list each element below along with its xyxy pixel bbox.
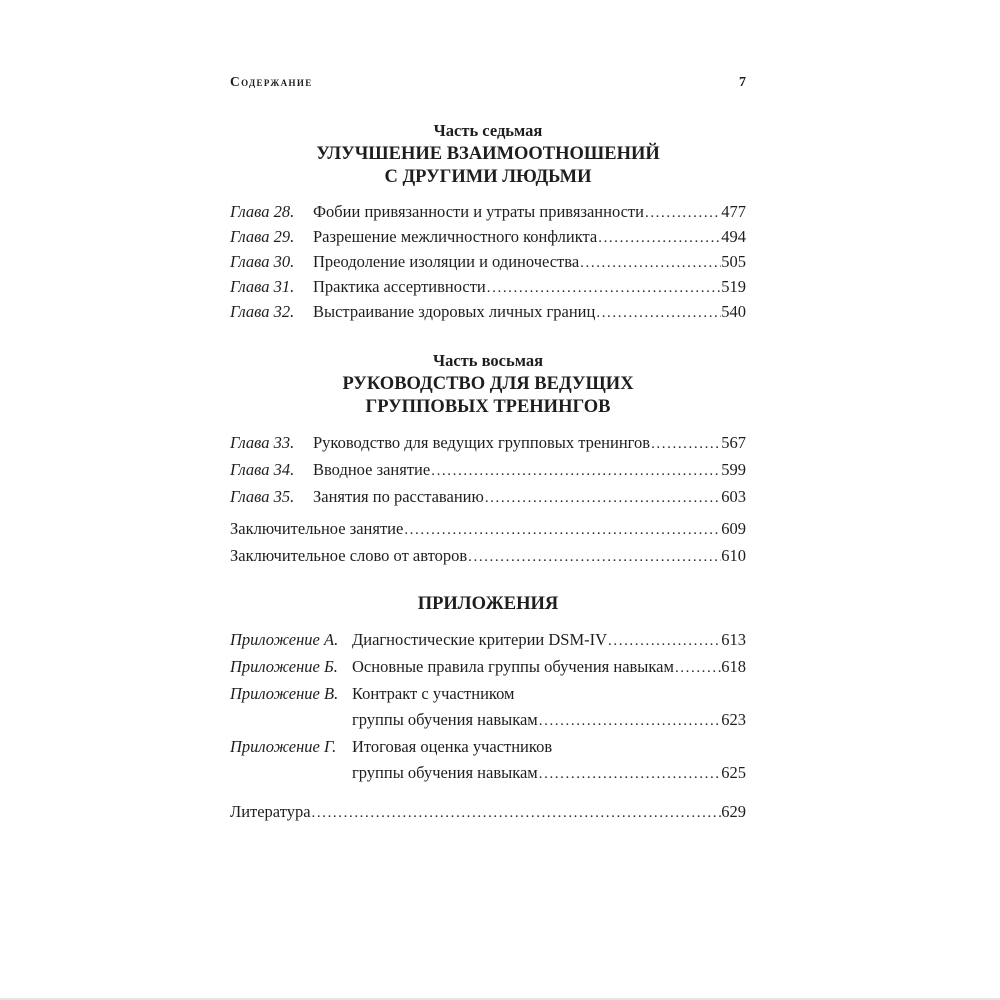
- appendix-title-continuation: группы обучения навыкам: [352, 763, 538, 782]
- dot-leader: [484, 484, 721, 511]
- dot-leader: [430, 457, 721, 484]
- part8-title-line1: РУКОВОДСТВО ДЛЯ ВЕДУЩИХ: [342, 374, 634, 394]
- literature-section: [230, 799, 746, 826]
- running-title: Содержание: [230, 74, 313, 89]
- part7-kicker: Часть седьмая: [433, 121, 543, 140]
- toc-entry: [230, 457, 746, 484]
- toc-entry: [230, 516, 746, 543]
- chapter-title: Фобии привязанности и утраты привязанности: [313, 202, 644, 221]
- toc-entry-continuation: [230, 707, 746, 734]
- toc-content: [230, 74, 746, 826]
- chapter-title: Выстраивание здоровых личных границ: [313, 302, 596, 321]
- toc-entry: [230, 734, 746, 760]
- dot-leader: [538, 707, 722, 734]
- toc-entry: [230, 200, 746, 225]
- page-number: 618: [721, 657, 746, 676]
- page-number: 623: [721, 710, 746, 729]
- toc-entry: [230, 681, 746, 707]
- page-number: 599: [721, 460, 746, 479]
- page-number: 567: [721, 433, 746, 452]
- dot-leader: [597, 225, 721, 250]
- chapter-label: Глава 31.: [230, 277, 295, 296]
- dot-leader: [650, 430, 721, 457]
- dot-leader: [311, 799, 722, 826]
- appendix-title: Контракт с участником: [352, 684, 515, 703]
- chapter-label: Глава 35.: [230, 487, 295, 506]
- chapter-title: Преодоление изоляции и одиночества: [313, 252, 580, 271]
- dot-leader: [607, 627, 721, 654]
- dot-leader: [644, 200, 721, 225]
- dot-leader: [538, 760, 722, 787]
- appendices-title: ПРИЛОЖЕНИЯ: [417, 594, 559, 614]
- toc-entry: [230, 300, 746, 325]
- literature-title: Литература: [230, 802, 311, 821]
- page-number: 477: [721, 202, 746, 221]
- chapter-title: Разрешение межличностного конфликта: [313, 227, 598, 246]
- appendix-title: Итоговая оценка участников: [352, 737, 553, 756]
- toc-entry-continuation: [230, 760, 746, 787]
- chapter-label: Глава 34.: [230, 460, 295, 479]
- toc-entry: [230, 225, 746, 250]
- page-number: 603: [721, 487, 746, 506]
- chapter-title: Занятия по расставанию: [313, 487, 484, 506]
- appendix-label: Приложение А.: [230, 630, 339, 649]
- toc-entry: [230, 627, 746, 654]
- appendix-title: Диагностические критерии DSM-IV: [352, 630, 608, 649]
- dot-leader: [403, 516, 721, 543]
- part7-title-line2: С ДРУГИМИ ЛЮДЬМИ: [384, 167, 592, 187]
- part8-title-line2: ГРУППОВЫХ ТРЕНИНГОВ: [365, 397, 611, 417]
- dot-leader: [579, 250, 721, 275]
- chapter-title: Вводное занятие: [313, 460, 431, 479]
- chapter-label: Глава 30.: [230, 252, 295, 271]
- part8-kicker: Часть восьмая: [432, 351, 544, 370]
- entry-title: Заключительное слово от авторов: [230, 546, 468, 565]
- folio-page-number: 7: [739, 75, 746, 90]
- chapter-label: Глава 29.: [230, 227, 295, 246]
- appendix-title-continuation: группы обучения навыкам: [352, 710, 538, 729]
- page-number: 609: [721, 519, 746, 538]
- part7-entries: [230, 200, 746, 325]
- chapter-title: Практика ассертивности: [313, 277, 486, 296]
- appendix-label: Приложение Б.: [230, 657, 338, 676]
- part8-entries: [230, 430, 746, 570]
- page-number: 613: [721, 630, 746, 649]
- running-head: [230, 74, 746, 91]
- page-number: 625: [721, 763, 746, 782]
- part7-title-line1: УЛУЧШЕНИЕ ВЗАИМООТНОШЕНИЙ: [316, 144, 660, 164]
- appendix-entries: [230, 627, 746, 787]
- appendix-label: Приложение В.: [230, 684, 339, 703]
- page-number: 629: [721, 802, 746, 821]
- page-number: 540: [721, 302, 746, 321]
- page-number: 505: [721, 252, 746, 271]
- dot-leader: [467, 543, 721, 570]
- page-number: 610: [721, 546, 746, 565]
- page-number: 519: [721, 277, 746, 296]
- appendix-title: Основные правила группы обучения навыкам: [352, 657, 674, 676]
- chapter-label: Глава 32.: [230, 302, 295, 321]
- dot-leader: [595, 300, 721, 325]
- chapter-label: Глава 33.: [230, 433, 295, 452]
- part8-extra-entries: [230, 516, 746, 570]
- chapter-label: Глава 28.: [230, 202, 295, 221]
- toc-entry: [230, 654, 746, 681]
- appendix-label: Приложение Г.: [230, 737, 337, 756]
- toc-entry: [230, 543, 746, 570]
- toc-entry: [230, 484, 746, 511]
- page-number: 494: [721, 227, 746, 246]
- entry-title: Заключительное занятие: [230, 519, 404, 538]
- toc-entry: [230, 275, 746, 300]
- chapter-title: Руководство для ведущих групповых тренингов: [313, 433, 651, 452]
- part7-heading: [230, 119, 746, 189]
- toc-entry: [230, 430, 746, 457]
- part8-heading: [230, 349, 746, 419]
- dot-leader: [486, 275, 721, 300]
- toc-entry: [230, 250, 746, 275]
- dot-leader: [674, 654, 721, 681]
- toc-entry: [230, 799, 746, 826]
